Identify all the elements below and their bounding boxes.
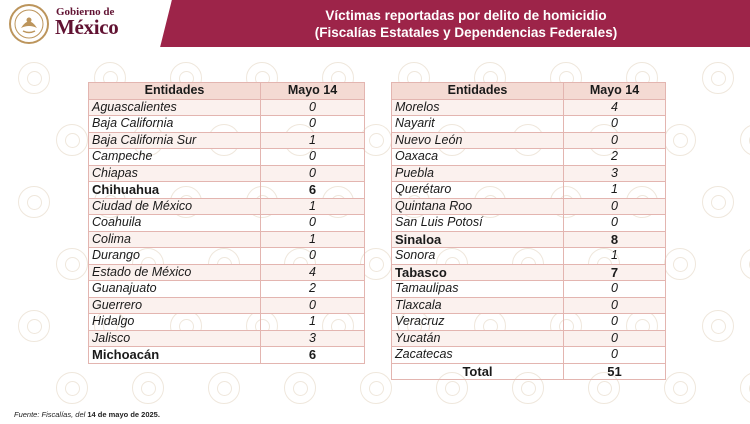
entity-cell: Tamaulipas bbox=[392, 281, 564, 298]
value-cell: 0 bbox=[261, 116, 365, 133]
table-row bbox=[89, 99, 365, 116]
table-row bbox=[392, 149, 666, 166]
value-cell: 0 bbox=[261, 149, 365, 166]
table-row bbox=[89, 264, 365, 281]
table-row bbox=[392, 248, 666, 265]
table-row bbox=[89, 182, 365, 199]
value-cell: 1 bbox=[261, 198, 365, 215]
table-row bbox=[392, 347, 666, 364]
column-header-entity: Entidades bbox=[89, 83, 261, 100]
value-cell: 4 bbox=[564, 99, 666, 116]
entity-cell: Quintana Roo bbox=[392, 198, 564, 215]
value-cell: 3 bbox=[261, 330, 365, 347]
entity-cell: Aguascalientes bbox=[89, 99, 261, 116]
watermark-icon bbox=[740, 372, 750, 404]
source-prefix: Fuente: Fiscalías, del bbox=[14, 410, 88, 419]
table-row bbox=[392, 231, 666, 248]
total-value: 51 bbox=[564, 363, 666, 380]
value-cell: 0 bbox=[564, 198, 666, 215]
logo-text-small: Gobierno de bbox=[56, 6, 115, 18]
entity-cell: Guanajuato bbox=[89, 281, 261, 298]
entity-cell: Oaxaca bbox=[392, 149, 564, 166]
value-cell: 0 bbox=[261, 248, 365, 265]
value-cell: 6 bbox=[261, 182, 365, 199]
value-cell: 3 bbox=[564, 165, 666, 182]
entity-cell: Zacatecas bbox=[392, 347, 564, 364]
watermark-icon bbox=[664, 372, 696, 404]
value-cell: 0 bbox=[564, 281, 666, 298]
entity-cell: Yucatán bbox=[392, 330, 564, 347]
watermark-icon bbox=[740, 248, 750, 280]
entity-cell: Tabasco bbox=[392, 264, 564, 281]
value-cell: 0 bbox=[261, 215, 365, 232]
value-cell: 7 bbox=[564, 264, 666, 281]
value-cell: 1 bbox=[261, 314, 365, 331]
value-cell: 0 bbox=[564, 297, 666, 314]
logo-text-large: México bbox=[55, 15, 119, 39]
entity-cell: Veracruz bbox=[392, 314, 564, 331]
entity-cell: Sinaloa bbox=[392, 231, 564, 248]
watermark-icon bbox=[740, 124, 750, 156]
table-row bbox=[392, 132, 666, 149]
table-row bbox=[89, 330, 365, 347]
value-cell: 6 bbox=[261, 347, 365, 364]
value-cell: 1 bbox=[564, 248, 666, 265]
entity-cell: Chihuahua bbox=[89, 182, 261, 199]
table-left bbox=[88, 82, 365, 364]
watermark-icon bbox=[18, 310, 50, 342]
watermark-icon bbox=[132, 372, 164, 404]
watermark-icon bbox=[284, 372, 316, 404]
table-row bbox=[89, 297, 365, 314]
value-cell: 4 bbox=[261, 264, 365, 281]
entity-cell: Estado de México bbox=[89, 264, 261, 281]
entity-cell: Tlaxcala bbox=[392, 297, 564, 314]
table-row bbox=[392, 99, 666, 116]
entity-cell: Guerrero bbox=[89, 297, 261, 314]
value-cell: 0 bbox=[261, 99, 365, 116]
value-cell: 8 bbox=[564, 231, 666, 248]
table-row bbox=[89, 231, 365, 248]
entity-cell: Puebla bbox=[392, 165, 564, 182]
value-cell: 0 bbox=[564, 215, 666, 232]
total-row bbox=[392, 363, 666, 380]
table-row bbox=[392, 264, 666, 281]
table-row bbox=[392, 297, 666, 314]
table-row bbox=[392, 198, 666, 215]
entity-cell: Jalisco bbox=[89, 330, 261, 347]
source-date: 14 de mayo de 2025. bbox=[87, 410, 160, 419]
column-header-entity: Entidades bbox=[392, 83, 564, 100]
title-line-1: Víctimas reportadas por delito de homicidio bbox=[325, 7, 607, 23]
value-cell: 0 bbox=[261, 297, 365, 314]
table-row bbox=[392, 182, 666, 199]
table-row bbox=[89, 215, 365, 232]
entity-cell: Colima bbox=[89, 231, 261, 248]
value-cell: 0 bbox=[261, 165, 365, 182]
entity-cell: Querétaro bbox=[392, 182, 564, 199]
value-cell: 1 bbox=[261, 132, 365, 149]
watermark-icon bbox=[702, 310, 734, 342]
watermark-icon bbox=[702, 62, 734, 94]
entity-cell: San Luis Potosí bbox=[392, 215, 564, 232]
entity-cell: Nayarit bbox=[392, 116, 564, 133]
value-cell: 0 bbox=[564, 116, 666, 133]
watermark-icon bbox=[702, 186, 734, 218]
table-row bbox=[89, 198, 365, 215]
entity-cell: Baja California bbox=[89, 116, 261, 133]
table-row bbox=[392, 314, 666, 331]
entity-cell: Campeche bbox=[89, 149, 261, 166]
watermark-icon bbox=[56, 372, 88, 404]
watermark-icon bbox=[208, 372, 240, 404]
table-row bbox=[89, 132, 365, 149]
watermark-icon bbox=[18, 62, 50, 94]
table-row bbox=[392, 116, 666, 133]
value-cell: 0 bbox=[564, 314, 666, 331]
value-cell: 0 bbox=[564, 132, 666, 149]
government-logo bbox=[0, 0, 152, 47]
title-line-2: (Fiscalías Estatales y Dependencias Federales) bbox=[314, 24, 618, 40]
entity-cell: Hidalgo bbox=[89, 314, 261, 331]
value-cell: 0 bbox=[564, 347, 666, 364]
title-band bbox=[152, 0, 750, 47]
source-note bbox=[14, 410, 160, 419]
value-cell: 1 bbox=[261, 231, 365, 248]
value-cell: 2 bbox=[564, 149, 666, 166]
table-row bbox=[392, 330, 666, 347]
table-row bbox=[392, 281, 666, 298]
table-row bbox=[89, 116, 365, 133]
entity-cell: Ciudad de México bbox=[89, 198, 261, 215]
table-row bbox=[392, 215, 666, 232]
entity-cell: Sonora bbox=[392, 248, 564, 265]
watermark-icon bbox=[664, 248, 696, 280]
entity-cell: Coahuila bbox=[89, 215, 261, 232]
table-header-row bbox=[392, 83, 666, 100]
header bbox=[0, 0, 750, 47]
table-row bbox=[392, 165, 666, 182]
value-cell: 2 bbox=[261, 281, 365, 298]
entity-cell: Baja California Sur bbox=[89, 132, 261, 149]
watermark-icon bbox=[18, 186, 50, 218]
column-header-value: Mayo 14 bbox=[564, 83, 666, 100]
table-row bbox=[89, 149, 365, 166]
total-label: Total bbox=[392, 363, 564, 380]
entity-cell: Morelos bbox=[392, 99, 564, 116]
watermark-icon bbox=[56, 124, 88, 156]
table-row bbox=[89, 281, 365, 298]
table-right bbox=[391, 82, 666, 380]
watermark-icon bbox=[360, 372, 392, 404]
entity-cell: Chiapas bbox=[89, 165, 261, 182]
entity-cell: Durango bbox=[89, 248, 261, 265]
entity-cell: Michoacán bbox=[89, 347, 261, 364]
table-row bbox=[89, 165, 365, 182]
value-cell: 0 bbox=[564, 330, 666, 347]
column-header-value: Mayo 14 bbox=[261, 83, 365, 100]
value-cell: 1 bbox=[564, 182, 666, 199]
table-header-row bbox=[89, 83, 365, 100]
watermark-icon bbox=[56, 248, 88, 280]
table-row bbox=[89, 347, 365, 364]
table-row bbox=[89, 248, 365, 265]
national-seal-icon bbox=[8, 3, 50, 45]
entity-cell: Nuevo León bbox=[392, 132, 564, 149]
table-row bbox=[89, 314, 365, 331]
watermark-icon bbox=[664, 124, 696, 156]
